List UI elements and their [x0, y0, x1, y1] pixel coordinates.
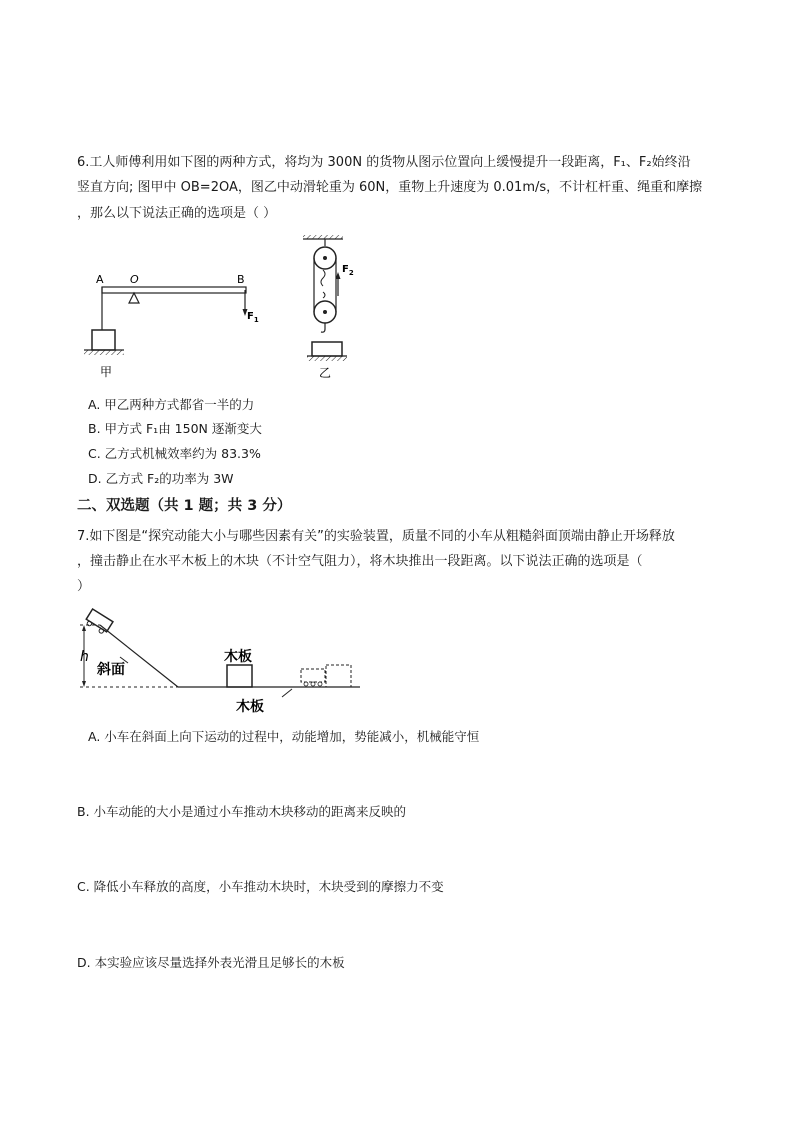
dashed-cart-wheel-2 — [311, 682, 315, 686]
board-label-leader — [282, 689, 292, 697]
q7-text-line-2: ，撞击静止在水平木板上的木块（不计空气阻力），将木块推出一段距离。以下说法正确的选项是（ — [77, 554, 643, 569]
q6-figure — [70, 232, 370, 382]
movable-pulley-axle — [323, 310, 327, 314]
label-f2: $F_2$ — [342, 264, 354, 277]
label-block: 木板 — [224, 649, 252, 665]
q7-figure — [70, 603, 370, 718]
dashed-cart — [301, 669, 325, 682]
q6-option-b: B. 甲方式 F₁由 150N 逐渐变大 — [88, 421, 262, 436]
caption-yi: 乙 — [319, 366, 332, 380]
fulcrum-triangle — [129, 293, 139, 303]
label-h: h — [80, 649, 89, 665]
label-f1: $F_1$ — [247, 311, 259, 324]
q7-option-c: C. 降低小车释放的高度，小车推动木块时，木块受到的摩擦力不变 — [77, 879, 444, 894]
pulley-diagram — [303, 235, 354, 380]
dashed-cart-wheel-1 — [304, 682, 308, 686]
q7-text-line-1: 7.如下图是“探究动能大小与哪些因素有关”的实验装置，质量不同的小车从粗糙斜面顶端由静止开场释放 — [77, 529, 675, 544]
q7-option-a: A. 小车在斜面上向下运动的过程中，动能增加，势能减小，机械能守恒 — [88, 729, 480, 744]
dashed-block — [326, 665, 351, 687]
caption-jia: 甲 — [100, 365, 113, 379]
lever-ground-hatch — [84, 350, 124, 355]
height-arrow-bottom — [82, 681, 86, 687]
hook-upper — [321, 270, 325, 286]
q6-option-d: D. 乙方式 F₂的功率为 3W — [88, 471, 234, 486]
ceiling-hatch — [303, 235, 343, 239]
label-b: B — [237, 273, 245, 286]
q6-text-line-2: 竖直方向; 图甲中 OB=2OA，图乙中动滑轮重为 60N，重物上升速度为 0.01m/s，不计杠杆重、绳重和摩擦 — [77, 180, 703, 195]
incline-diagram — [80, 609, 360, 715]
q6-text-line-3: ，那么以下说法正确的选项是（ ） — [77, 206, 277, 221]
label-slope: 斜面 — [97, 662, 125, 678]
height-arrow-top — [82, 625, 86, 631]
q6-option-a: A. 甲乙两种方式都省一半的力 — [88, 397, 255, 412]
hook-lower — [321, 323, 325, 332]
label-o: O — [130, 273, 139, 286]
q6-text-line-1: 6.工人师傅利用如下图的两种方式，将均为 300N 的货物从图示位置向上缓慢提升一段距离，F₁、F₂始终沿 — [77, 155, 691, 170]
lever-diagram — [84, 273, 259, 379]
label-board: 木板 — [236, 699, 264, 715]
pulley-weight-box — [312, 342, 342, 356]
lever-weight-box — [92, 330, 115, 350]
pulley-ground-hatch — [307, 356, 347, 361]
hook-mid — [323, 292, 325, 298]
dashed-cart-wheel-3 — [318, 682, 322, 686]
section-title: 二、双选题（共 1 题；共 3 分） — [77, 498, 292, 514]
q7-option-b: B. 小车动能的大小是通过小车推动木块移动的距离来反映的 — [77, 804, 407, 819]
fixed-pulley-axle — [323, 256, 327, 260]
q6-option-c: C. 乙方式机械效率约为 83.3% — [88, 446, 261, 461]
wood-block — [227, 665, 252, 687]
q7-text-line-3: ） — [77, 579, 91, 594]
q7-option-d: D. 本实验应该尽量选择外表光滑且足够长的木板 — [77, 955, 345, 970]
lever-bar — [102, 287, 246, 293]
label-a: A — [96, 273, 104, 286]
